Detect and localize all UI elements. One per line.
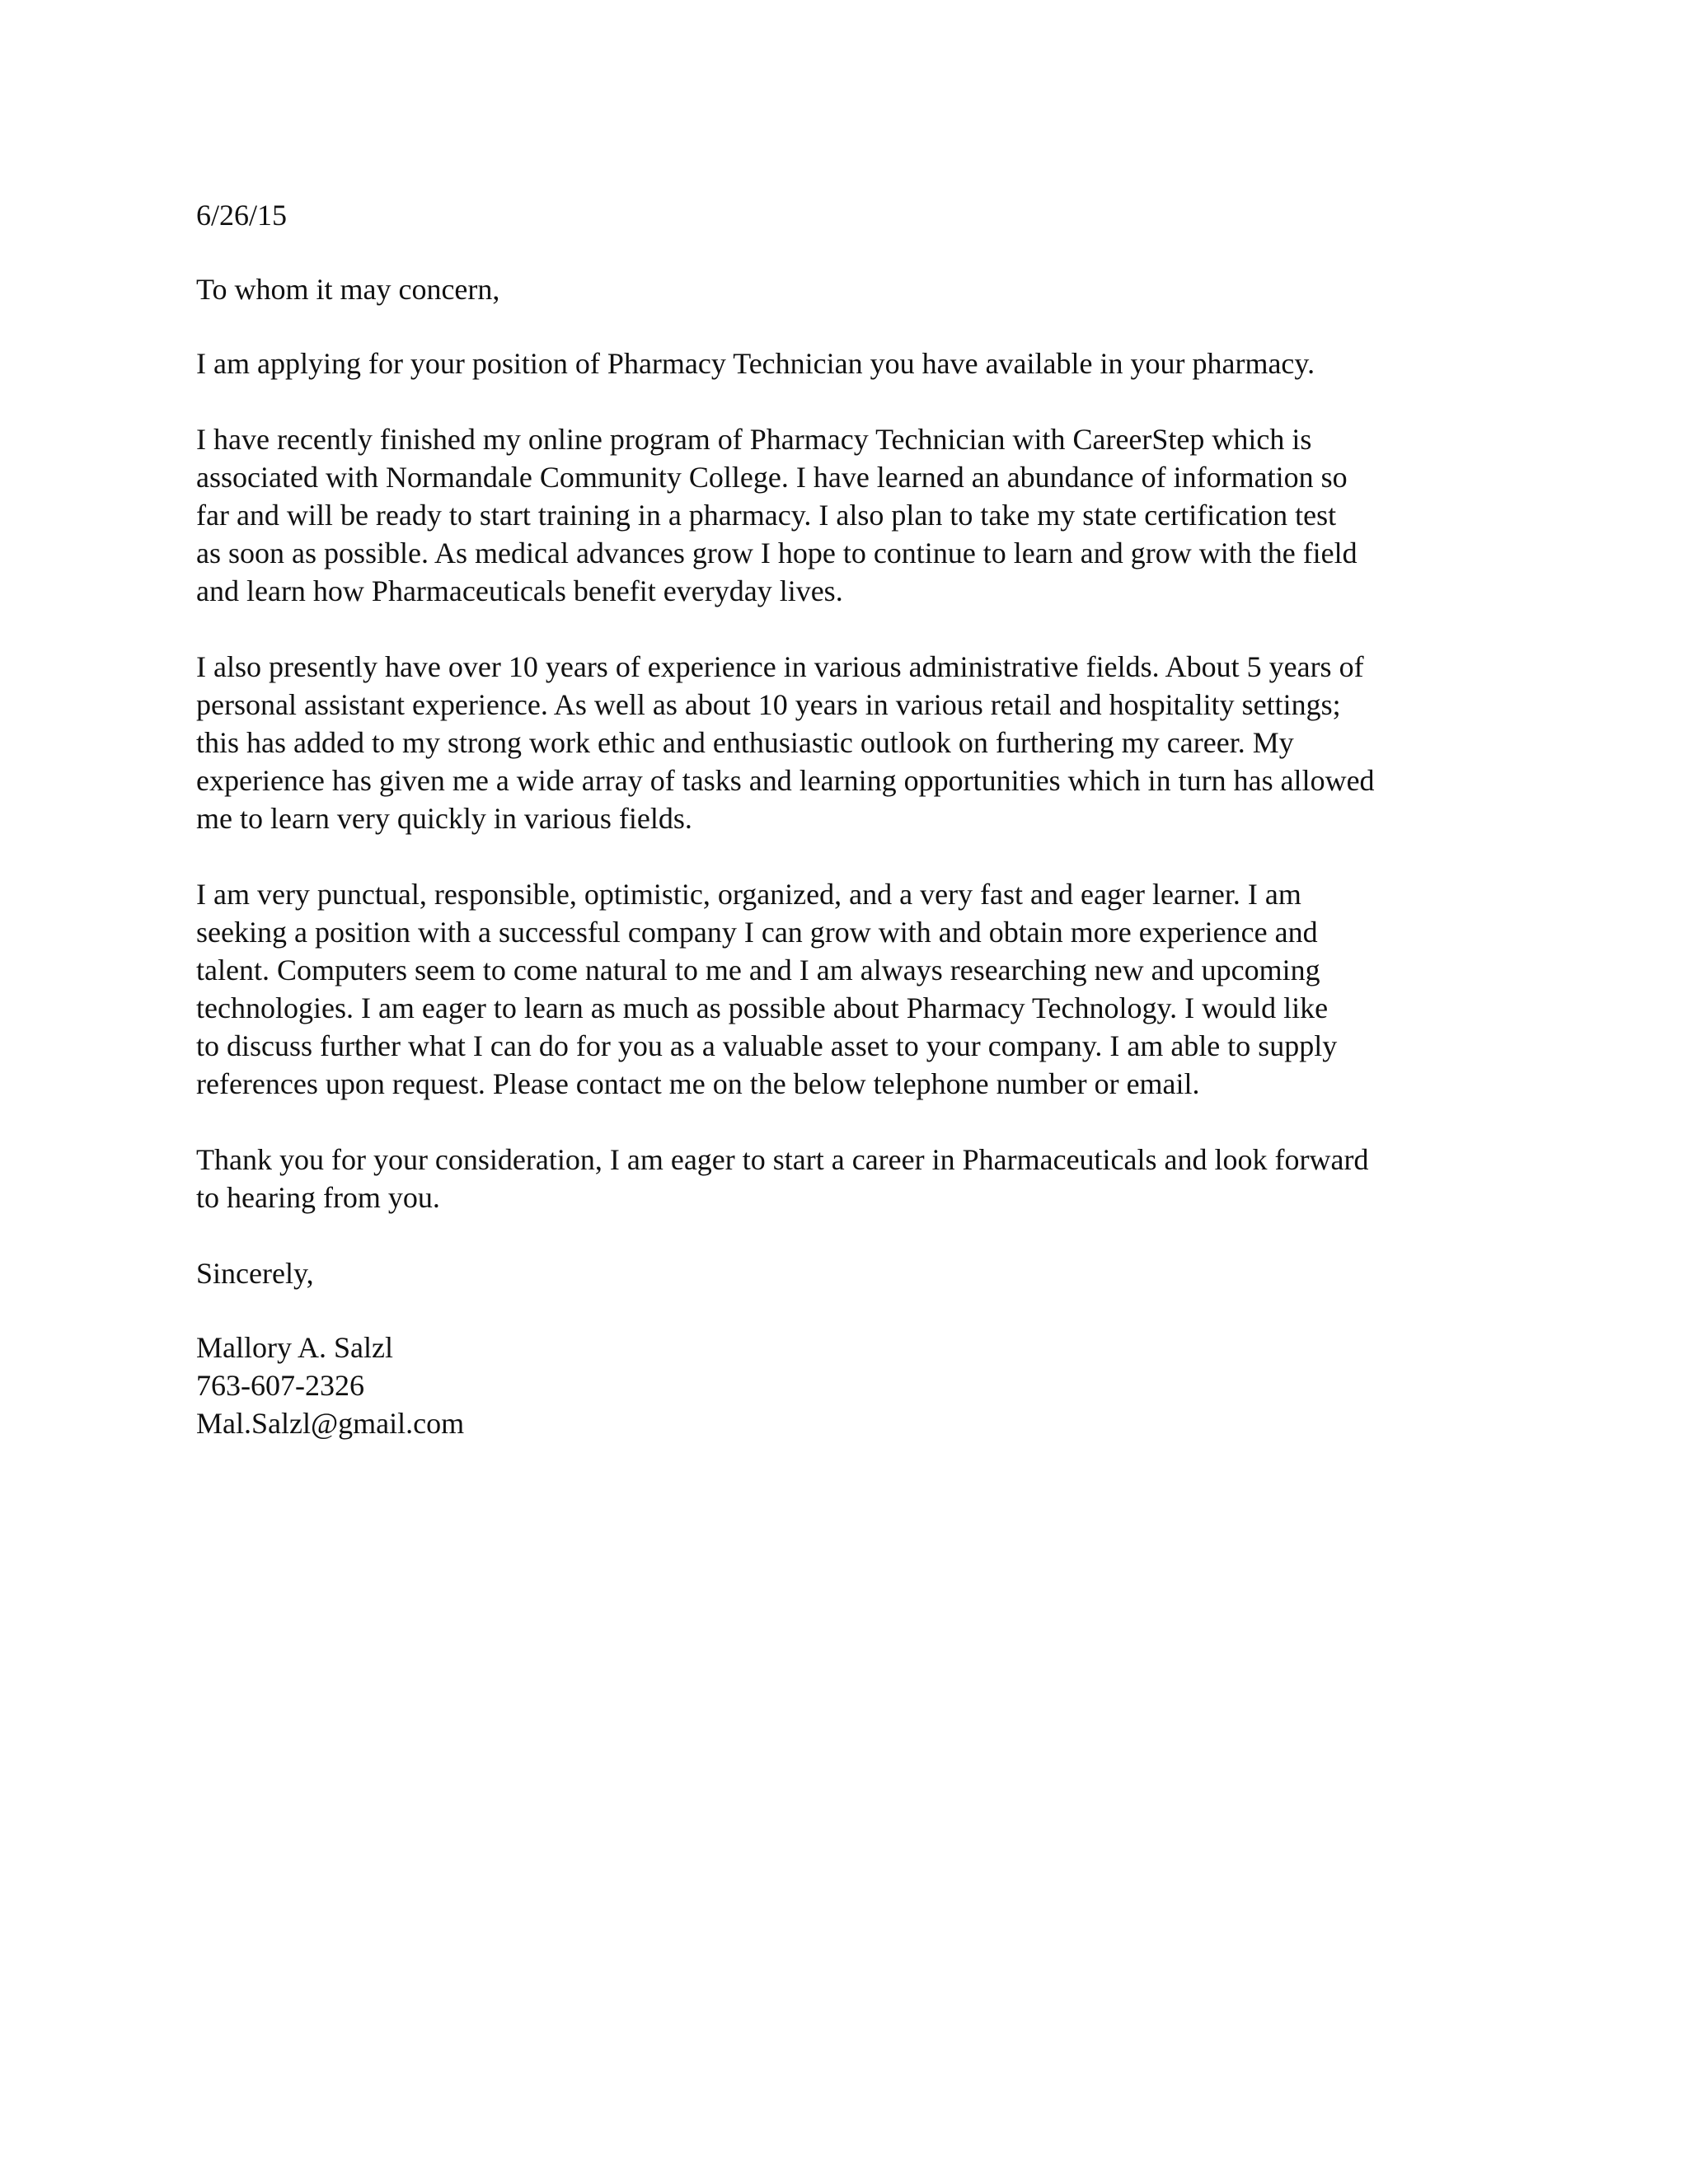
paragraph-application — [196, 344, 1498, 382]
paragraph-line: me to learn very quickly in various fields. — [196, 802, 692, 835]
paragraph-line: to hearing from you. — [196, 1181, 440, 1214]
paragraph-line: far and will be ready to start training in a pharmacy. I also plan to take my state certification test — [196, 499, 1337, 532]
paragraph-line: personal assistant experience. As well as about 10 years in various retail and hospitality settings; — [196, 688, 1341, 721]
paragraph-line: this has added to my strong work ethic and enthusiastic outlook on furthering my career. My — [196, 726, 1294, 759]
paragraph-line: technologies. I am eager to learn as much as possible about Pharmacy Technology. I would like — [196, 991, 1329, 1024]
letter-page — [196, 196, 1498, 1442]
paragraph-line: references upon request. Please contact me on the below telephone number or email. — [196, 1067, 1200, 1100]
letter-salutation: To whom it may concern, — [196, 273, 500, 306]
paragraph-line: and learn how Pharmaceuticals benefit everyday lives. — [196, 574, 843, 607]
paragraph-line: as soon as possible. As medical advances grow I hope to continue to learn and grow with the field — [196, 537, 1357, 569]
letter-closing: Sincerely, — [196, 1257, 314, 1290]
paragraph-line: I have recently finished my online program of Pharmacy Technician with CareerStep which is — [196, 423, 1312, 456]
paragraph-line: experience has given me a wide array of tasks and learning opportunities which in turn has allowed — [196, 764, 1375, 797]
paragraph-thanks — [196, 1141, 1498, 1216]
paragraph-line: seeking a position with a successful company I can grow with and obtain more experience and — [196, 916, 1318, 949]
paragraph-line: I also presently have over 10 years of experience in various administrative fields. About 5 years of — [196, 650, 1364, 683]
paragraph-qualities — [196, 875, 1498, 1103]
paragraph-experience — [196, 648, 1498, 837]
paragraph-line: I am applying for your position of Pharmacy Technician you have available in your pharmacy. — [196, 347, 1315, 380]
paragraph-line: associated with Normandale Community College. I have learned an abundance of information so — [196, 461, 1348, 494]
signature-phone: 763-607-2326 — [196, 1369, 364, 1402]
paragraph-line: I am very punctual, responsible, optimistic, organized, and a very fast and eager learner. I am — [196, 878, 1301, 911]
paragraph-education — [196, 420, 1498, 610]
paragraph-line: to discuss further what I can do for you as a valuable asset to your company. I am able to supply — [196, 1029, 1338, 1062]
signature-name: Mallory A. Salzl — [196, 1331, 393, 1364]
letter-date: 6/26/15 — [196, 199, 288, 232]
signature-block — [196, 1329, 1498, 1442]
paragraph-line: talent. Computers seem to come natural to me and I am always researching new and upcoming — [196, 954, 1320, 987]
paragraph-line: Thank you for your consideration, I am eager to start a career in Pharmaceuticals and look forward — [196, 1143, 1369, 1176]
signature-email: Mal.Salzl@gmail.com — [196, 1407, 465, 1440]
